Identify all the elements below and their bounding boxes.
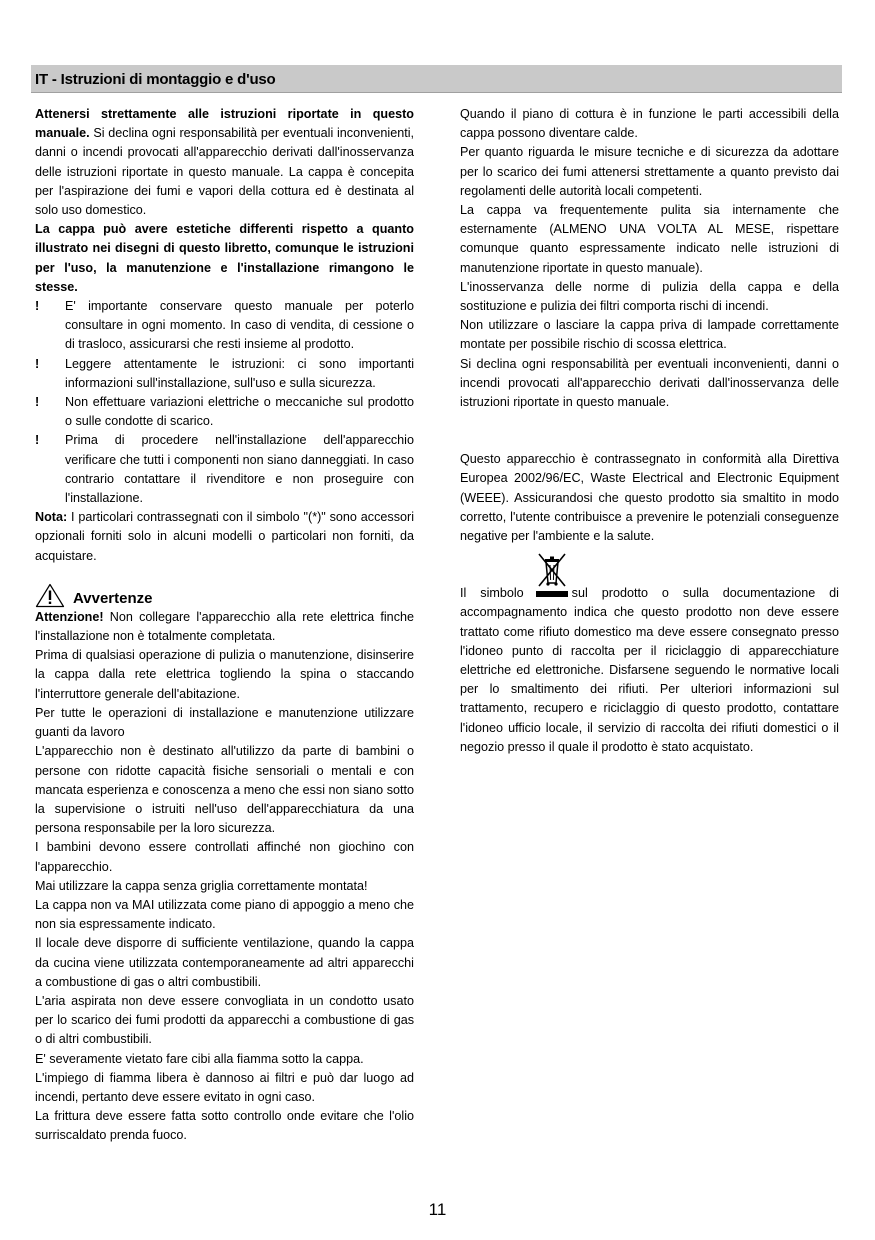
bold-paragraph <box>35 220 414 297</box>
weee-bar-icon <box>536 591 568 597</box>
bullet-item <box>35 355 414 393</box>
warning-paragraph: I bambini devono essere controllati affinché non giochino con l'apparecchio. <box>35 840 414 874</box>
attenzione-label: Attenzione! <box>35 609 104 624</box>
bullet-item <box>35 431 414 508</box>
weee-symbol-row <box>460 546 839 584</box>
exclamation-icon: ! <box>35 356 40 371</box>
attenzione-text: Non collegare l'apparecchio alla rete elettrica finche l'installazione non è totalmente completata. <box>35 609 414 644</box>
warning-paragraph: L'apparecchio non è destinato all'utilizzo da parte di bambini o persone con ridotte capacità fisiche sensoriali o mentali e con mancata esperienza e conoscenza a meno che essi non siano sotto la supervisione o istruiti nell'uso dell'apparecchiatura da una persona responsabile per la loro sicurezza. <box>35 744 414 836</box>
simbolo-text: sul prodotto o sulla documentazione di accompagnamento indica che questo prodotto non deve essere trattato come rifiuto domestico ma deve essere consegnato presso l'idoneo punto di raccolta per il riciclaggio di apparecchiature elettriche ed elettroniche. Disfarsene seguendo le normative locali per lo smaltimento dei rifiuti. Per ulteriori informazioni sul trattamento, recupero e riciclaggio di questo prodotto, contattare l'idoneo ufficio locale, il servizio di raccolta dei rifiuti domestici o il negozio presso il quale il prodotto è stato acquistato. <box>460 586 839 754</box>
bullet-text: Prima di procedere nell'installazione dell'apparecchio verificare che tutti i componenti non siano danneggiati. In caso contrario contattare il rivenditore e non proseguire con l'installazione. <box>65 433 414 506</box>
weee-paragraph: Questo apparecchio è contrassegnato in conformità alla Direttiva Europea 2002/96/EC, Waste Electrical and Electronic Equipment (WEEE). Assicurandosi che questo prodotto sia smaltito in modo corretto, l'utente contribuisce a prevenire le potenziali conseguenze negative per l'ambiente e la salute. <box>460 452 839 544</box>
warning-title: Avvertenze <box>73 589 153 607</box>
page-number: 11 <box>428 1200 447 1219</box>
exclamation-icon: ! <box>35 395 40 410</box>
warning-paragraph: La frittura deve essere fatta sotto controllo onde evitare che l'olio surriscaldato prenda fuoco. <box>35 1109 414 1143</box>
simbolo-paragraph <box>460 584 839 757</box>
nota-label: Nota: <box>35 510 68 525</box>
nota-paragraph <box>35 508 414 566</box>
exclamation-icon: ! <box>35 299 40 314</box>
bullet-text: Non effettuare variazioni elettriche o meccaniche sul prodotto o sulle condotte di scarico. <box>65 395 414 429</box>
bullet-text: Leggere attentamente le istruzioni: ci sono importanti informazioni sull'installazione, sull'uso e sulla sicurezza. <box>65 356 414 390</box>
safety-paragraph: Non utilizzare o lasciare la cappa priva di lampade correttamente montate per possibile rischio di scossa elettrica. <box>460 318 839 352</box>
warning-heading <box>35 583 414 608</box>
bullet-text: E' importante conservare questo manuale per poterlo consultare in ogni momento. In caso di vendita, di cessione o di trasloco, assicurarsi che resti insieme al prodotto. <box>65 299 414 352</box>
intro-bold: Attenersi strettamente alle istruzioni riportate in questo manuale. <box>35 107 414 141</box>
safety-paragraph: L'inosservanza delle norme di pulizia della cappa e della sostituzione e pulizia dei filtri comporta rischi di incendi. <box>460 279 839 314</box>
simbolo-prefix: Il simbolo <box>460 586 524 601</box>
crossed-bin-icon <box>533 550 571 588</box>
safety-paragraph: Per quanto riguarda le misure tecniche e di sicurezza da adottare per lo scarico dei fumi attenersi strettamente a quanto previsto dai regolamenti delle autorità locali competenti. <box>460 145 839 198</box>
warning-paragraph: L'impiego di fiamma libera è dannoso ai filtri e può dar luogo ad incendi, pertanto deve essere evitato in ogni caso. <box>35 1070 414 1104</box>
warning-paragraph: E' severamente vietato fare cibi alla fiamma sotto la cappa. <box>35 1051 364 1066</box>
nota-text: I particolari contrassegnati con il simbolo "(*)" sono accessori opzionali forniti solo in alcuni modelli o particolari non forniti, da acquistare. <box>35 510 414 563</box>
spacer <box>460 412 839 450</box>
safety-paragraph: Quando il piano di cottura è in funzione le parti accessibili della cappa possono diventare calde. <box>460 107 839 141</box>
safety-paragraph: La cappa va frequentemente pulita sia internamente che esternamente (ALMENO UNA VOLTA AL MESE, rispettare comunque quanto espressamente indicato nelle istruzioni di manutenzione riportate in questo manuale). <box>460 203 839 275</box>
left-column <box>35 105 414 1146</box>
bullet-item <box>35 297 414 355</box>
bullet-item <box>35 393 414 431</box>
warning-paragraph: Mai utilizzare la cappa senza griglia correttamente montata! <box>35 878 368 893</box>
intro-text: Si declina ogni responsabilità per eventuali inconvenienti, danni o incendi provocati all'apparecchio derivati dall'inosservanza delle istruzioni riportate in questo manuale. La cappa è concepita per l'aspirazione dei fumi e vapori della cottura ed è destinata al solo uso domestico. <box>35 126 414 218</box>
attenzione-paragraph <box>35 608 414 646</box>
warning-paragraph: Il locale deve disporre di sufficiente ventilazione, quando la cappa da cucina viene utilizzata contemporaneamente ad altri apparecchi a combustione di gas o altri combustibili. <box>35 936 414 989</box>
exclamation-icon: ! <box>35 433 40 448</box>
warning-triangle-icon <box>35 583 65 608</box>
bold-paragraph-text: La cappa può avere estetiche differenti rispetto a quanto illustrato nei disegni di questo libretto, comunque le istruzioni per l'uso, la manutenzione e l'installazione rimangono le stesse. <box>35 222 414 294</box>
section-header: IT - Istruzioni di montaggio e d'uso <box>31 65 842 93</box>
right-column <box>460 105 839 757</box>
warning-paragraph: L'aria aspirata non deve essere convogliata in un condotto usato per lo scarico dei fumi prodotti da apparecchi a combustione di gas o di altri combustibili. <box>35 993 414 1047</box>
intro-paragraph <box>35 105 414 220</box>
warning-paragraph: La cappa non va MAI utilizzata come piano di appoggio a meno che non sia espressamente indicato. <box>35 897 414 932</box>
safety-paragraph: Si declina ogni responsabilità per eventuali inconvenienti, danni o incendi provocati all'apparecchio derivati dall'inosservanza delle istruzioni riportate in questo manuale. <box>460 356 839 410</box>
warning-paragraph: Prima di qualsiasi operazione di pulizia o manutenzione, disinserire la cappa dalla rete elettrica togliendo la spina o staccando l'interruttore generale dell'abitazione. <box>35 648 414 701</box>
warning-paragraph: Per tutte le operazioni di installazione e manutenzione utilizzare guanti da lavoro <box>35 705 414 740</box>
